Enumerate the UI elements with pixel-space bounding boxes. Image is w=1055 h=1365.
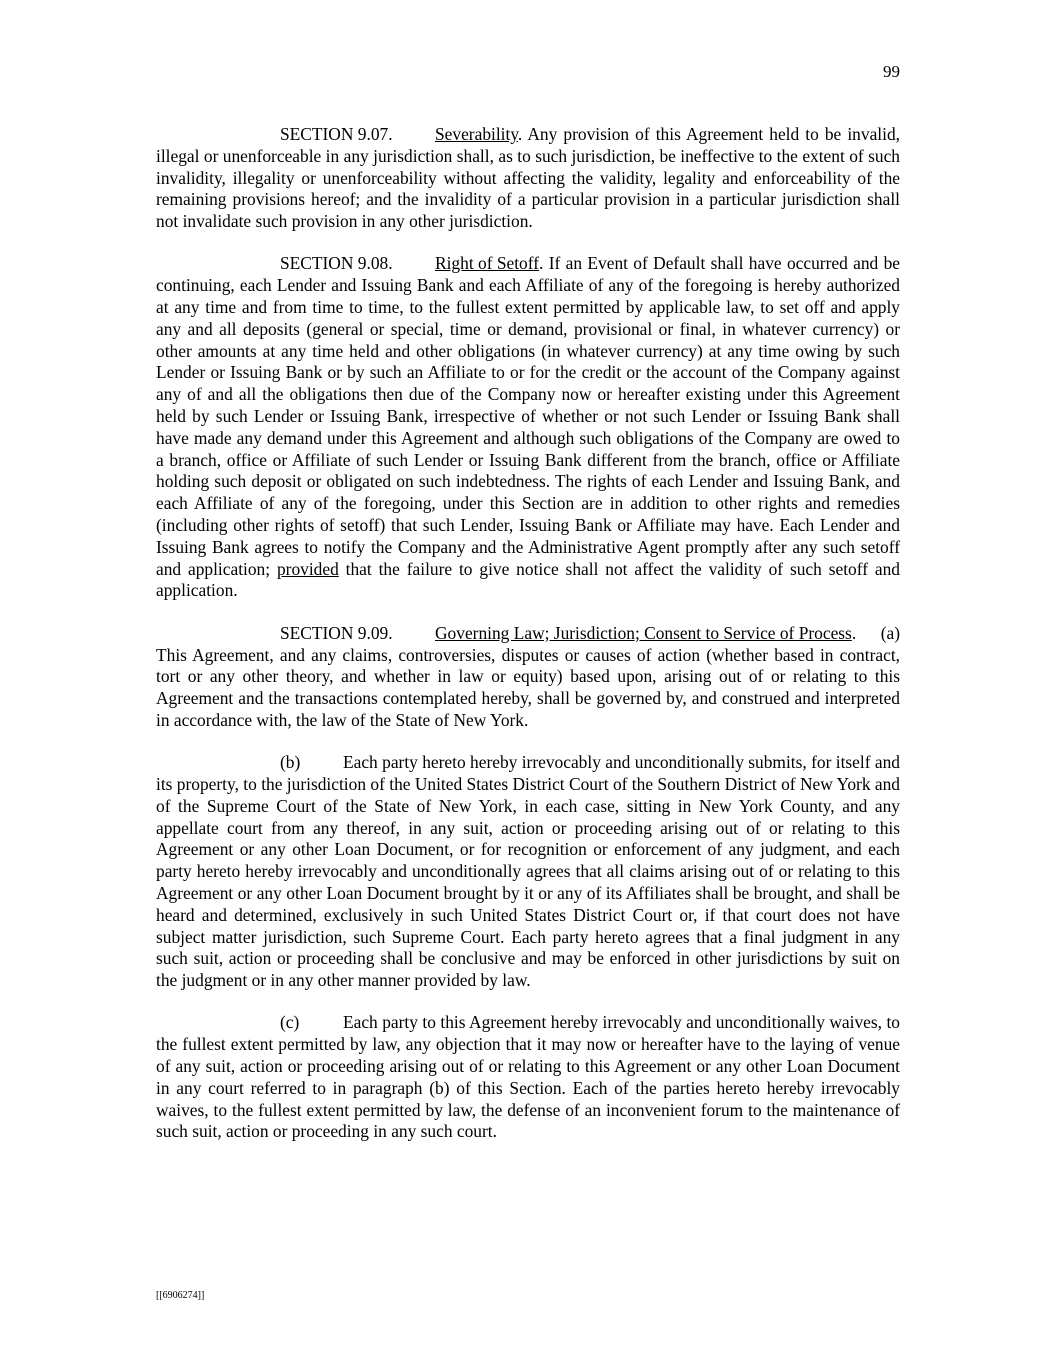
title-period: . xyxy=(851,622,857,643)
section-title: Severability xyxy=(435,124,518,144)
subsection-a-body: (a) This Agreement, and any claims, controversies, disputes or causes of action (whether based in contract, tort or any other theory, and whether in law or equity) based upon, arising out of or relating to this Agreement and the transactions contemplated hereby, shall be governed by, and construed and interpreted in accordance with, the law of the State of New York. xyxy=(156,622,900,730)
proviso-term: provided xyxy=(276,558,339,579)
section-9-09-paragraph-a xyxy=(156,623,900,732)
section-9-08-paragraph xyxy=(156,253,900,602)
section-number: SECTION 9.07. xyxy=(280,124,393,144)
section-body-part-2: that the failure to give notice shall not affect the validity of such setoff and application. xyxy=(156,558,900,601)
section-number: SECTION 9.08. xyxy=(280,253,393,274)
title-period: . xyxy=(539,253,544,274)
page-number: 99 xyxy=(883,62,900,81)
section-9-09-paragraph-b xyxy=(156,752,900,992)
section-number: SECTION 9.09. xyxy=(280,622,393,643)
subsection-b-body: Each party hereto hereby irrevocably and unconditionally submits, for itself and its property, to the jurisdiction of the United States District Court of the Southern District of New York and of the Supreme Court of the State of New York, in each case, sitting in New York County, and any appellate court from any thereof, in any suit, action or proceeding arising out of or relating to this Agreement or any other Loan Document, or for recognition or enforcement of any judgment, and each party hereto hereby irrevocably and unconditionally agrees that all claims arising out of or relating to this Agreement or any other Loan Document brought by it or any of its Affiliates shall be brought, and shall be heard and determined, exclusively in such United States District Court or, if that court does not have subject matter jurisdiction, such Supreme Court. Each party hereto agrees that a final judgment in any such suit, action or proceeding shall be conclusive and may be enforced in other jurisdictions by suit on the judgment or in any other manner provided by law. xyxy=(156,752,900,991)
subsection-heading xyxy=(156,752,343,774)
section-heading xyxy=(156,124,522,146)
document-footer-id: [[6906274]] xyxy=(156,1290,205,1301)
document-body xyxy=(156,124,900,1164)
subsection-label: (b) xyxy=(280,752,301,773)
subsection-label: (c) xyxy=(280,1012,300,1033)
subsection-heading xyxy=(156,1012,343,1034)
subsection-c-body: Each party to this Agreement hereby irrevocably and unconditionally waives, to the fullest extent permitted by law, any objection that it may now or hereafter have to the laying of venue of any suit, action or proceeding arising out of or relating to this Agreement or any other Loan Document in any court referred to in paragraph (b) of this Section. Each of the parties hereto hereby irrevocably waives, to the fullest extent permitted by law, the defense of an inconvenient forum to the maintenance of such suit, action or proceeding in any such court. xyxy=(156,1012,900,1142)
section-9-09-paragraph-c xyxy=(156,1012,900,1143)
section-body: Any provision of this Agreement held to be invalid, illegal or unenforceable in any jurisdiction shall, as to such jurisdiction, be ineffective to the extent of such invalidity, illegality or unenforceability without affecting the validity, legality and enforceability of the remaining provisions hereof; and the invalidity of a particular provision in a particular jurisdiction shall not invalidate such provision in any other jurisdiction. xyxy=(156,124,900,232)
section-body-part-1: If an Event of Default shall have occurred and be continuing, each Lender and Issuing Bank and each Affiliate of any of the foregoing is hereby authorized at any time and from time to time, to the fullest extent permitted by applicable law, to set off and apply any and all deposits (general or special, time or demand, provisional or final, in whatever currency) or other amounts at any time held and other obligations (in whatever currency) at any time owing by such Lender or Issuing Bank or by such an Affiliate to or for the credit or the account of the Company against any of and all the obligations then due of the Company now or hereafter existing under this Agreement held by such Lender or Issuing Bank, irrespective of whether or not such Lender or Issuing Bank shall have made any demand under this Agreement and although such obligations of the Company are owed to a branch, office or Affiliate of such Lender or Issuing Bank different from the branch, office or Affiliate holding such deposit or obligated on such indebtedness. The rights of each Lender and Issuing Bank, and each Affiliate of any of the foregoing, under this Section are in addition to other rights and remedies (including other rights of setoff) that such Lender, Issuing Bank or Affiliate may have. Each Lender and Issuing Bank agrees to notify the Company and the Administrative Agent promptly after any such setoff and application; xyxy=(156,253,900,579)
section-title: Right of Setoff xyxy=(435,253,540,274)
section-heading xyxy=(156,623,856,645)
section-9-07-paragraph xyxy=(156,124,900,233)
title-period: . xyxy=(517,124,523,144)
section-heading xyxy=(156,253,543,275)
section-title: Governing Law; Jurisdiction; Consent to Service of Process xyxy=(435,622,852,643)
